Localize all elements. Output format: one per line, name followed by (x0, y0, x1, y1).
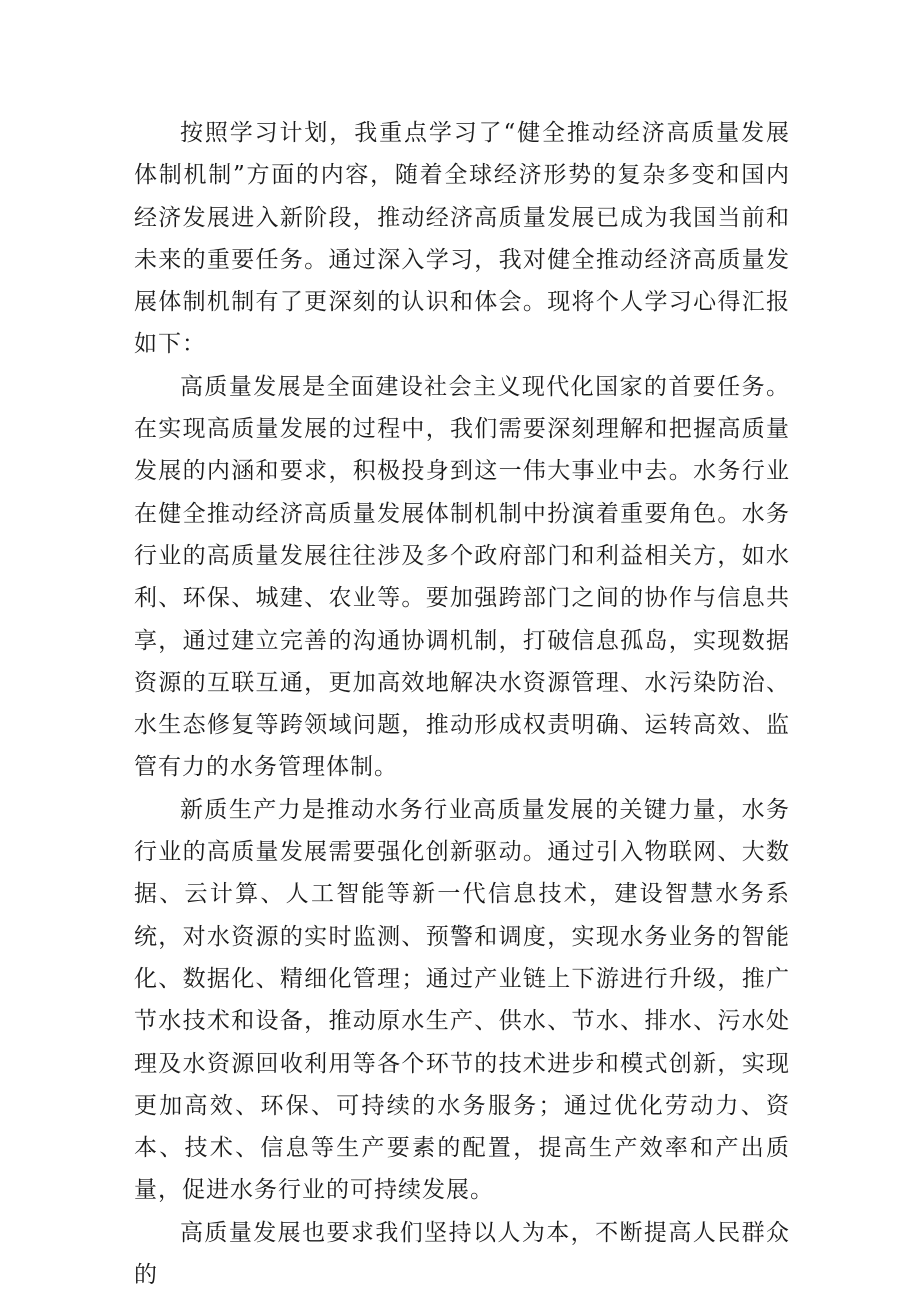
paragraph-people-centered: 高质量发展也要求我们坚持以人为本，不断提高人民群众的 (134, 1219, 790, 1289)
paragraph-study-plan: 按照学习计划，我重点学习了“健全推动经济高质量发展体制机制”方面的内容，随着全球经济形势的复杂多变和国内经济发展进入新阶段，推动经济高质量发展已成为我国当前和未来的重要任务。通过深入学习，我对健全推动经济高质量发展体制机制有了更深刻的认识和体会。现将个人学习心得汇报如下： (134, 120, 790, 358)
paragraph-high-quality-development: 高质量发展是全面建设社会主义现代化国家的首要任务。在实现高质量发展的过程中，我们需要深刻理解和把握高质量发展的内涵和要求，积极投身到这一伟大事业中去。水务行业在健全推动经济高质量发展体制机制中扮演着重要角色。水务行业的高质量发展往往涉及多个政府部门和利益相关方，如水利、环保、城建、农业等。要加强跨部门之间的协作与信息共享，通过建立完善的沟通协调机制，打破信息孤岛，实现数据资源的互联互通，更加高效地解决水资源管理、水污染防治、水生态修复等跨领域问题，推动形成权责明确、运转高效、监管有力的水务管理体制。 (134, 373, 790, 781)
paragraph-new-productive-forces: 新质生产力是推动水务行业高质量发展的关键力量，水务行业的高质量发展需要强化创新驱动。通过引入物联网、大数据、云计算、人工智能等新一代信息技术，建设智慧水务系统，对水资源的实时监测、预警和调度，实现水务业务的智能化、数据化、精细化管理；通过产业链上下游进行升级，推广节水技术和设备，推动原水生产、供水、节水、排水、污水处理及水资源回收利用等各个环节的技术进步和模式创新，实现更加高效、环保、可持续的水务服务；通过优化劳动力、资本、技术、信息等生产要素的配置，提高生产效率和产出质量，促进水务行业的可持续发展。 (134, 796, 790, 1204)
document-body (134, 112, 790, 1296)
